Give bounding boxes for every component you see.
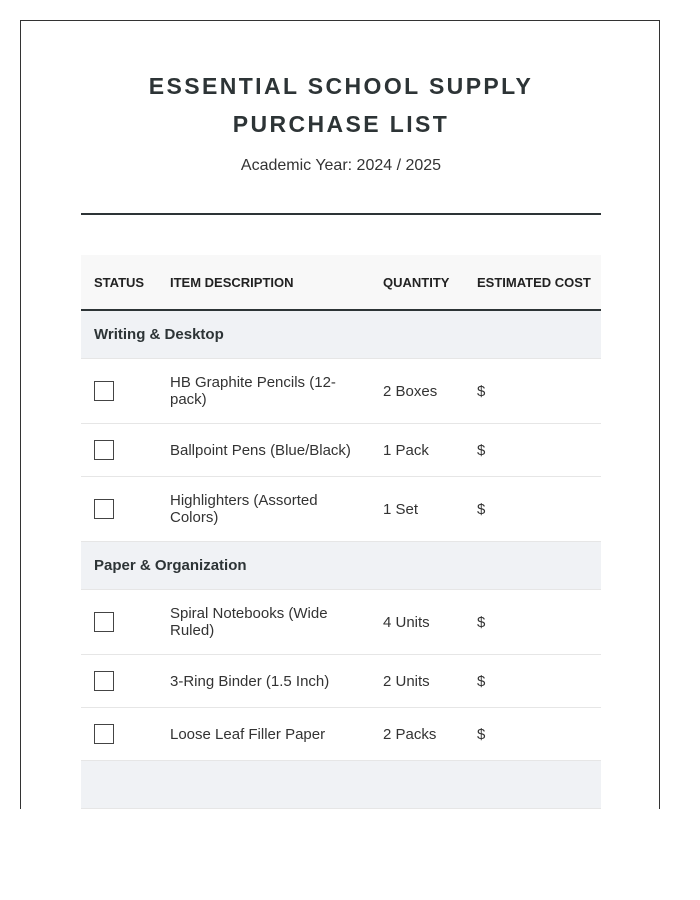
- item-quantity: 2 Boxes: [370, 359, 464, 424]
- item-cost: $: [464, 359, 601, 424]
- header-item: ITEM DESCRIPTION: [157, 255, 370, 310]
- section-row-clipped: [81, 761, 601, 809]
- status-cell: [81, 359, 157, 424]
- section-row: [81, 542, 601, 590]
- status-cell: [81, 477, 157, 542]
- academic-year: Academic Year: 2024 / 2025: [240, 157, 442, 174]
- item-quantity: 2 Packs: [370, 708, 464, 761]
- status-checkbox[interactable]: [94, 381, 114, 401]
- status-cell: [81, 708, 157, 761]
- item-row: [81, 655, 601, 708]
- status-checkbox[interactable]: [94, 724, 114, 744]
- status-cell: [81, 424, 157, 477]
- item-row: [81, 477, 601, 542]
- title-line-2: PURCHASE LIST: [232, 111, 450, 137]
- item-description: Loose Leaf Filler Paper: [157, 708, 370, 761]
- item-quantity: 4 Units: [370, 590, 464, 655]
- item-row: [81, 708, 601, 761]
- header-cost-label: ESTIMATED COST: [477, 274, 591, 290]
- item-row: [81, 359, 601, 424]
- item-description: 3-Ring Binder (1.5 Inch): [157, 655, 370, 708]
- divider: [81, 213, 601, 215]
- section-title: [81, 761, 601, 809]
- supply-table: [81, 255, 601, 809]
- section-title: Writing & Desktop: [81, 310, 601, 359]
- item-quantity: 1 Pack: [370, 424, 464, 477]
- section-row: [81, 310, 601, 359]
- status-cell: [81, 590, 157, 655]
- header-status: STATUS: [81, 255, 157, 310]
- header-quantity: QUANTITY: [370, 255, 464, 310]
- item-row: [81, 424, 601, 477]
- item-cost: $: [464, 424, 601, 477]
- item-row: [81, 590, 601, 655]
- status-checkbox[interactable]: [94, 440, 114, 460]
- title-line-1: ESSENTIAL SCHOOL SUPPLY: [148, 73, 534, 99]
- status-checkbox[interactable]: [94, 612, 114, 632]
- status-cell: [81, 655, 157, 708]
- table-header: [81, 255, 601, 310]
- item-cost: $: [464, 590, 601, 655]
- header-cost: [464, 255, 601, 310]
- section-title: Paper & Organization: [81, 542, 601, 590]
- item-cost: $: [464, 655, 601, 708]
- item-quantity: 1 Set: [370, 477, 464, 542]
- item-cost: $: [464, 477, 601, 542]
- item-description: Highlighters (Assorted Colors): [157, 477, 370, 542]
- item-description: Spiral Notebooks (Wide Ruled): [157, 590, 370, 655]
- document-page: [20, 20, 660, 809]
- status-checkbox[interactable]: [94, 671, 114, 691]
- item-description: Ballpoint Pens (Blue/Black): [157, 424, 370, 477]
- page-title: [81, 67, 601, 143]
- item-cost: $: [464, 708, 601, 761]
- item-description: HB Graphite Pencils (12-pack): [157, 359, 370, 424]
- status-checkbox[interactable]: [94, 499, 114, 519]
- item-quantity: 2 Units: [370, 655, 464, 708]
